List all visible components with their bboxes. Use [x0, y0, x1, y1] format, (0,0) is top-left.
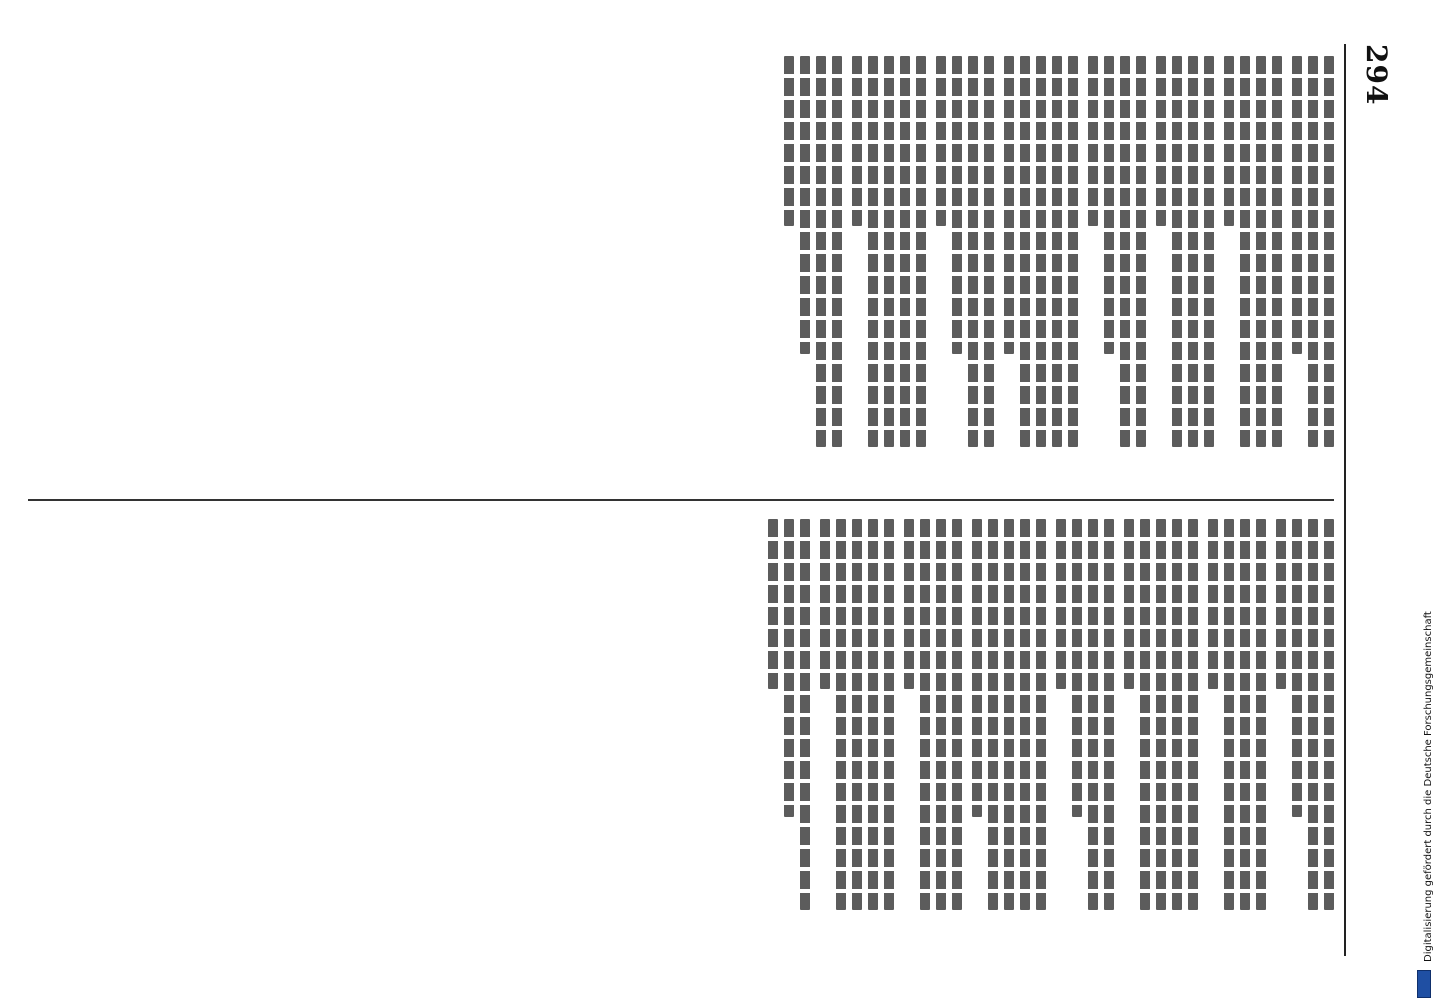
text-line — [972, 519, 982, 817]
text-line — [1188, 56, 1198, 447]
text-line — [1020, 519, 1030, 910]
text-line — [1224, 519, 1234, 910]
column-divider — [28, 499, 1334, 501]
text-line — [816, 56, 826, 447]
text-line — [1036, 56, 1046, 447]
text-line — [936, 519, 946, 910]
text-line — [1056, 519, 1066, 689]
text-columns — [28, 44, 1334, 956]
text-line — [868, 56, 878, 447]
paragraph-block — [1156, 56, 1214, 481]
text-line — [952, 519, 962, 910]
text-line — [1120, 56, 1130, 447]
paragraph-block — [784, 56, 842, 481]
text-line — [1052, 56, 1062, 447]
text-line — [1140, 519, 1150, 910]
text-line — [1124, 519, 1134, 689]
text-line — [1324, 56, 1334, 447]
text-line — [1136, 56, 1146, 447]
text-line — [988, 519, 998, 910]
text-line — [1208, 519, 1218, 689]
text-line — [832, 56, 842, 447]
column-right — [28, 507, 1334, 956]
text-line — [884, 56, 894, 447]
text-line — [920, 519, 930, 910]
text-line — [836, 519, 846, 910]
text-line — [820, 519, 830, 689]
text-line — [952, 56, 962, 354]
text-line — [1156, 56, 1166, 226]
text-line — [852, 519, 862, 910]
column-left — [28, 44, 1334, 493]
text-line — [916, 56, 926, 447]
text-line — [968, 56, 978, 447]
paragraph-block — [852, 56, 926, 481]
paragraph-block — [1004, 56, 1078, 481]
paragraph-block — [936, 56, 994, 481]
text-line — [1276, 519, 1286, 689]
text-line — [984, 56, 994, 447]
text-line — [1292, 56, 1302, 354]
text-line — [1072, 519, 1082, 817]
text-line — [852, 56, 862, 226]
page-number: 294 — [1360, 44, 1394, 106]
dfg-logo-icon — [1417, 970, 1431, 998]
text-line — [1188, 519, 1198, 910]
text-line — [1272, 56, 1282, 447]
text-line — [1240, 519, 1250, 910]
page-header — [1344, 44, 1408, 956]
paragraph-block — [1276, 519, 1334, 944]
text-line — [1172, 519, 1182, 910]
paragraph-block — [1292, 56, 1334, 481]
text-line — [1088, 56, 1098, 226]
text-line — [1240, 56, 1250, 447]
text-line — [1224, 56, 1234, 226]
text-line — [936, 56, 946, 226]
paragraph-block — [1088, 56, 1146, 481]
text-line — [1004, 56, 1014, 354]
text-line — [1256, 56, 1266, 447]
text-line — [900, 56, 910, 447]
paragraph-block — [1124, 519, 1198, 944]
paragraph-block — [820, 519, 894, 944]
side-credit — [1414, 0, 1432, 1000]
text-line — [1292, 519, 1302, 817]
paragraph-block — [904, 519, 962, 944]
text-line — [1004, 519, 1014, 910]
text-line — [1256, 519, 1266, 910]
text-line — [904, 519, 914, 689]
text-line — [1104, 519, 1114, 910]
text-line — [1068, 56, 1078, 447]
paragraph-block — [1056, 519, 1114, 944]
paragraph-block — [972, 519, 1046, 944]
text-line — [884, 519, 894, 910]
paragraph-block — [1224, 56, 1282, 481]
text-line — [1088, 519, 1098, 910]
text-line — [784, 56, 794, 226]
text-line — [868, 519, 878, 910]
text-line — [1156, 519, 1166, 910]
text-line — [784, 519, 794, 817]
text-line — [1308, 56, 1318, 447]
text-line — [1172, 56, 1182, 447]
text-line — [1308, 519, 1318, 910]
text-line — [768, 519, 778, 689]
paragraph-block — [1208, 519, 1266, 944]
text-line — [1020, 56, 1030, 447]
text-line — [1204, 56, 1214, 447]
footnote-credit: Digitalisierung gefördert durch die Deutsche Forschungsgemeinschaft — [1423, 611, 1434, 962]
text-line — [1104, 56, 1114, 354]
text-line — [800, 56, 810, 354]
text-line — [1324, 519, 1334, 910]
paragraph-block — [768, 519, 810, 944]
text-line — [800, 519, 810, 910]
text-line — [1036, 519, 1046, 910]
